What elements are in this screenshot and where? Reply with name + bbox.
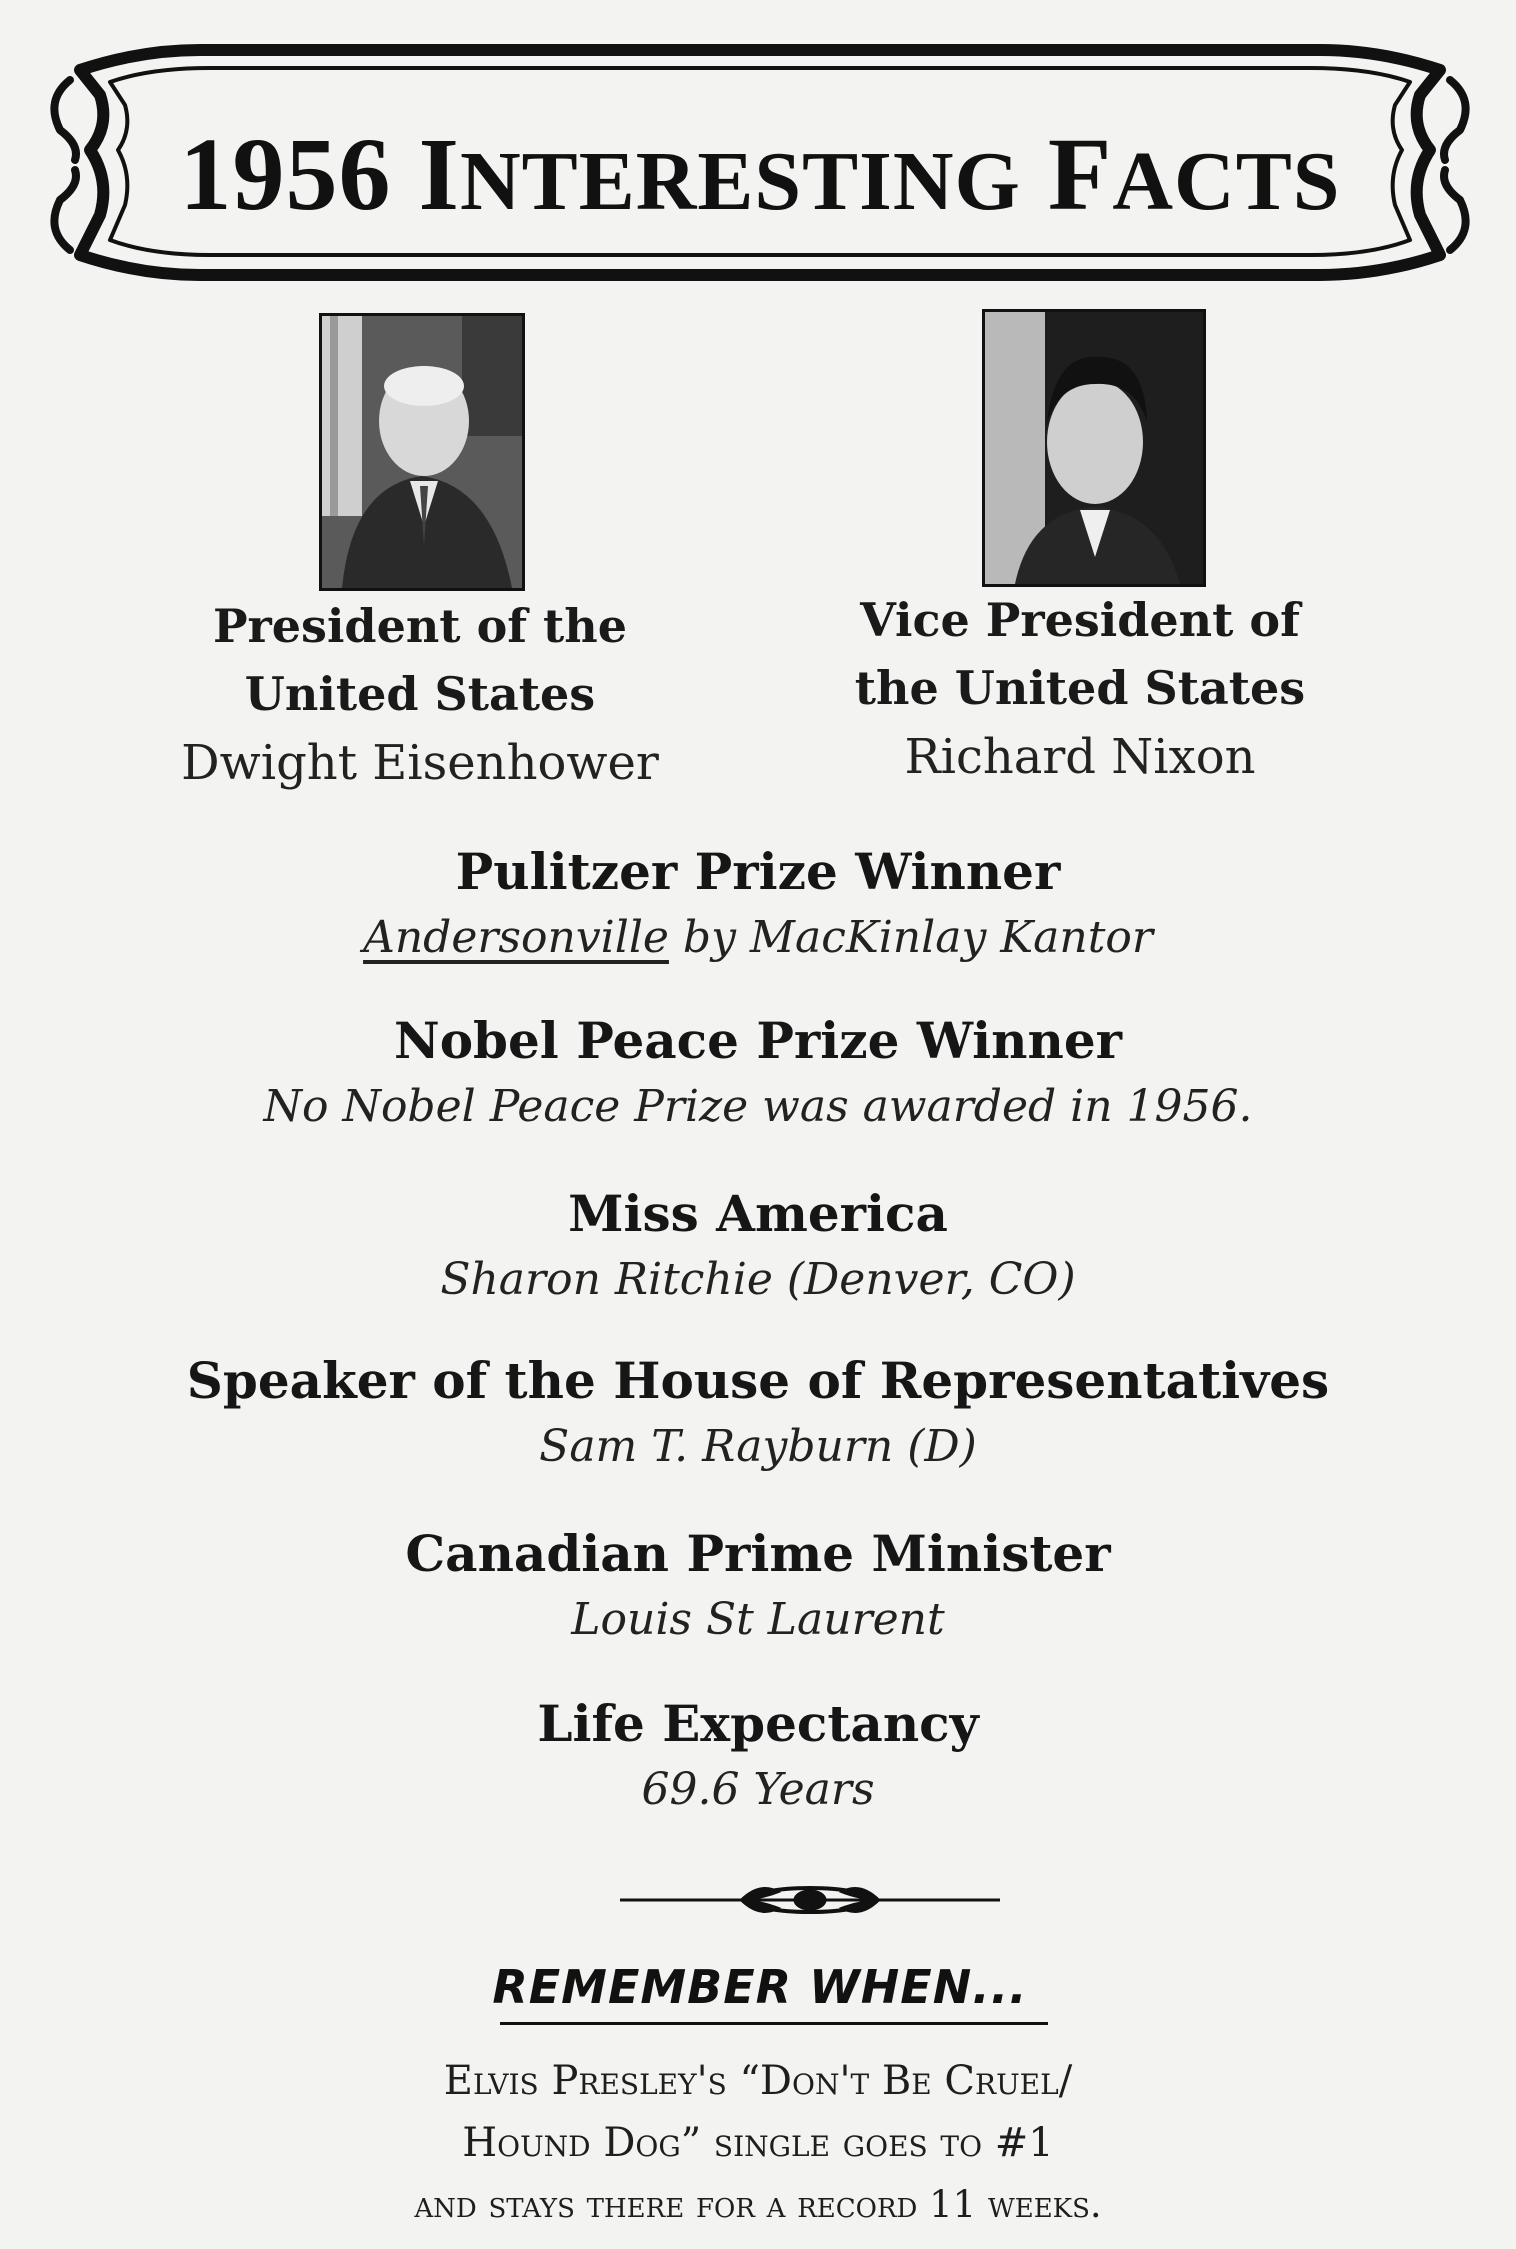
fact-heading: Speaker of the House of Representatives <box>186 1351 1330 1410</box>
fact-value: Andersonville by MacKinlay Kantor <box>363 912 1153 963</box>
fact-value: No Nobel Peace Prize was awarded in 1956. <box>263 1081 1253 1132</box>
fact-life-expectancy <box>100 1690 1416 1822</box>
fact-value: Sam T. Rayburn (D) <box>539 1421 977 1472</box>
president-name: Dwight Eisenhower <box>181 735 659 791</box>
president-role-line2: United States <box>244 667 596 721</box>
fact-value: Louis St Laurent <box>571 1594 945 1645</box>
remember-when-label: REMEMBER WHEN... <box>492 1960 1028 2014</box>
president-role-line1: President of the <box>212 599 628 653</box>
fact-canadian-pm <box>100 1520 1416 1652</box>
fact-heading: Miss America <box>568 1184 948 1243</box>
remember-rule <box>500 2022 1048 2025</box>
president-block <box>130 592 710 798</box>
vice-president-name: Richard Nixon <box>904 729 1256 785</box>
eisenhower-photo <box>319 313 525 591</box>
vice-president-block <box>800 586 1360 792</box>
fact-nobel <box>100 1007 1416 1139</box>
fact-pulitzer <box>100 838 1416 970</box>
anecdote-line1: Elvis Presley's “Don't Be Cruel/ <box>443 2058 1073 2104</box>
fact-heading: Canadian Prime Minister <box>405 1524 1111 1583</box>
flourish-divider-icon <box>620 1870 1000 1930</box>
fact-speaker <box>100 1347 1416 1479</box>
fact-heading: Nobel Peace Prize Winner <box>393 1011 1123 1070</box>
fact-heading: Pulitzer Prize Winner <box>455 842 1061 901</box>
page-title: 1956 INTERESTING FACTS <box>179 117 1341 232</box>
fact-heading: Life Expectancy <box>537 1694 979 1753</box>
vice-president-role-line1: Vice President of <box>860 593 1300 647</box>
fact-value: 69.6 Years <box>641 1764 875 1815</box>
anecdote-line3: and stays there for a record 11 weeks. <box>414 2183 1102 2226</box>
fact-value: Sharon Ritchie (Denver, CO) <box>440 1254 1076 1305</box>
anecdote-line2: Hound Dog” single goes to #1 <box>462 2120 1054 2166</box>
nixon-photo <box>982 309 1206 587</box>
fact-miss-america <box>100 1180 1416 1312</box>
vice-president-role-line2: the United States <box>854 661 1306 715</box>
title-banner <box>40 20 1480 310</box>
remember-anecdote <box>200 2050 1316 2236</box>
